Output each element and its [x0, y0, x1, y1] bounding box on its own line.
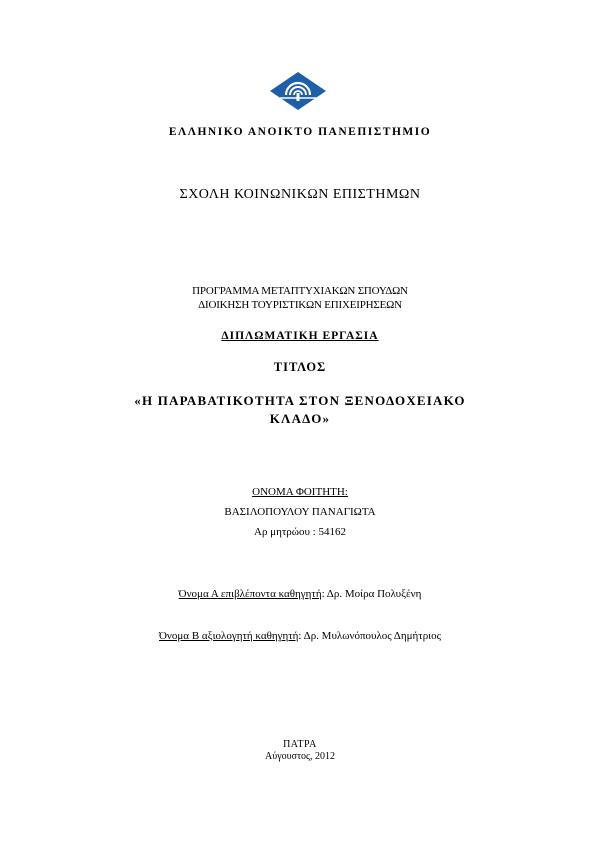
thesis-title-line-1: «Η ΠΑΡΑΒΑΤΙΚΟΤΗΤΑ ΣΤΟΝ ΞΕΝΟΔΟΧΕΙΑΚΟ	[134, 393, 466, 408]
title-label: ΤΙΤΛΟΣ	[273, 360, 327, 374]
supervisor-label: Όνομα Α επιβλέποντα καθηγητή	[178, 588, 322, 600]
program-line-1: ΠΡΟΓΡΑΜΜΑ ΜΕΤΑΠΤΥΧΙΑΚΩΝ ΣΠΟΥΔΩΝ	[192, 285, 408, 297]
supervisor-name: : Δρ. Μοίρα Πολυξένη	[321, 588, 422, 600]
evaluator-line	[0, 630, 600, 642]
thesis-title	[0, 392, 600, 428]
student-name: ΒΑΣΙΛΟΠΟΥΛΟΥ ΠΑΝΑΓΙΩΤΑ	[224, 506, 376, 518]
school-name: ΣΧΟΛΗ ΚΟΙΝΩΝΙΚΩΝ ΕΠΙΣΤΗΜΩΝ	[179, 187, 421, 202]
thesis-title-line-2: ΚΛΑΔΟ»	[269, 411, 331, 426]
date: Αύγουστος, 2012	[265, 751, 335, 762]
university-logo	[268, 71, 328, 111]
supervisor-line	[0, 588, 600, 600]
program-block	[0, 284, 600, 312]
registration-number: Αρ μητρώου : 54162	[254, 526, 346, 538]
university-name: ΕΛΛΗΝΙΚΟ ΑΝΟΙΚΤΟ ΠΑΝΕΠΙΣΤΗΜΙΟ	[168, 126, 432, 138]
student-label: ΟΝΟΜΑ ΦΟΙΤΗΤΗ:	[252, 486, 348, 498]
evaluator-name: : Δρ. Μυλωνόπουλος Δημήτριος	[298, 630, 441, 642]
thesis-label: ΔΙΠΛΩΜΑΤΙΚΗ ΕΡΓΑΣΙΑ	[221, 330, 379, 342]
program-line-2: ΔΙΟΙΚΗΣΗ ΤΟΥΡΙΣΤΙΚΩΝ ΕΠΙΧΕΙΡΗΣΕΩΝ	[198, 299, 402, 311]
evaluator-label: Όνομα Β αξιολογητή καθηγητή	[158, 630, 299, 642]
city: ΠΑΤΡΑ	[283, 739, 317, 750]
